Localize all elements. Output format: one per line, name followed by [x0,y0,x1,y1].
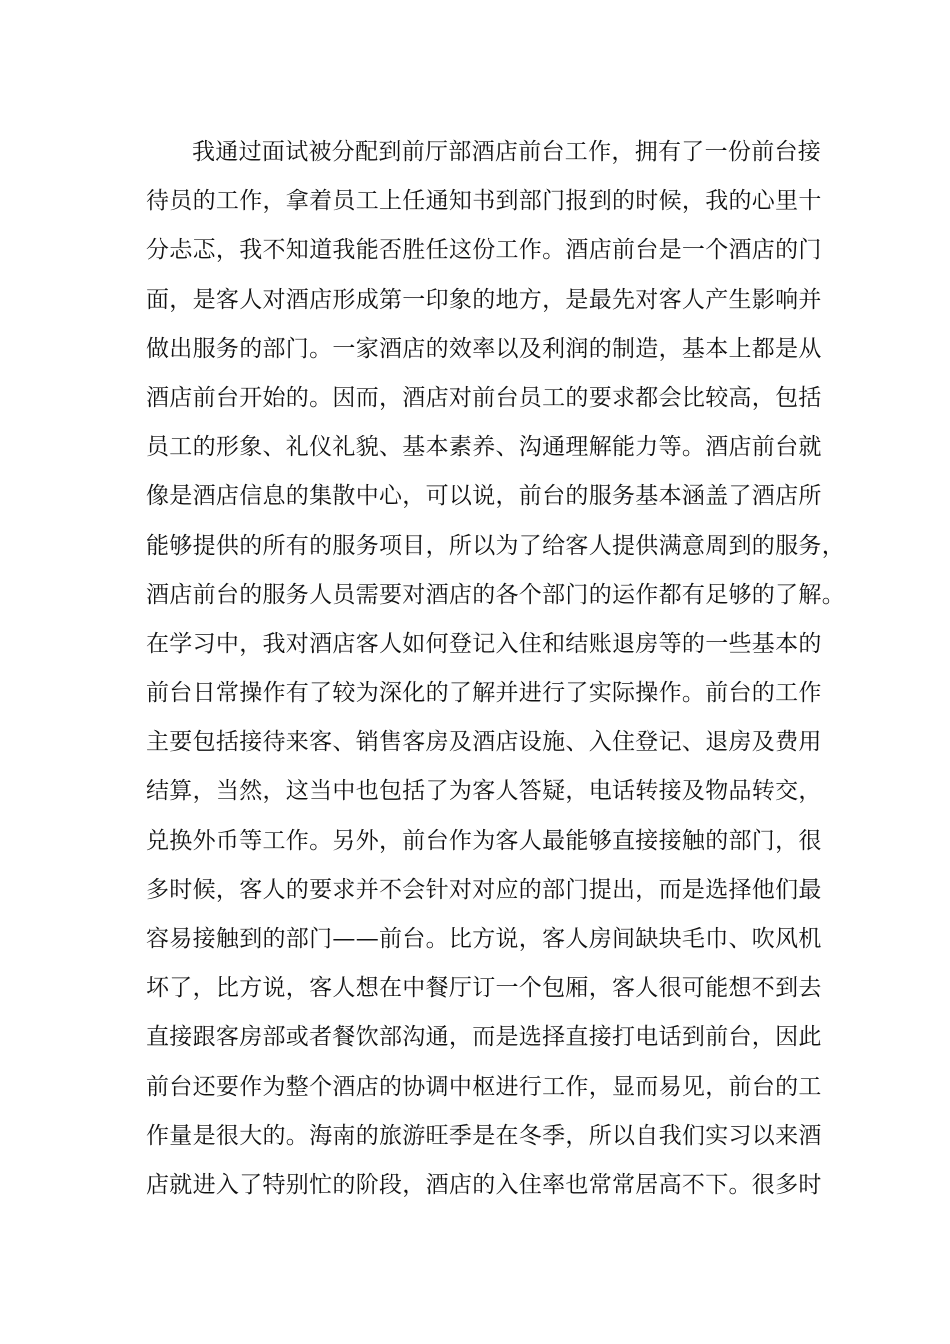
paragraph-line: 直接跟客房部或者餐饮部沟通，而是选择直接打电话到前台，因此 [146,1024,822,1051]
paragraph-line: 做出服务的部门。一家酒店的效率以及利润的制造，基本上都是从 [146,335,822,362]
paragraph-line: 坏了，比方说，客人想在中餐厅订一个包厢，客人很可能想不到去 [146,975,822,1002]
paragraph-line: 主要包括接待来客、销售客房及酒店设施、入住登记、退房及费用 [146,729,822,756]
paragraph-line: 分忐忑，我不知道我能否胜任这份工作。酒店前台是一个酒店的门 [146,237,822,264]
paragraph-line: 前台日常操作有了较为深化的了解并进行了实际操作。前台的工作 [146,680,822,707]
paragraph-line: 前台还要作为整个酒店的协调中枢进行工作，显而易见，前台的工 [146,1073,822,1100]
paragraph-line: 酒店前台开始的。因而，酒店对前台员工的要求都会比较高，包括 [146,384,822,411]
paragraph-line: 多时候，客人的要求并不会针对对应的部门提出，而是选择他们最 [146,876,822,903]
paragraph-line: 在学习中，我对酒店客人如何登记入住和结账退房等的一些基本的 [146,630,822,657]
paragraph-line: 像是酒店信息的集散中心，可以说，前台的服务基本涵盖了酒店所 [146,483,822,510]
paragraph-line: 待员的工作，拿着员工上任通知书到部门报到的时候，我的心里十 [146,188,822,215]
paragraph-line: 店就进入了特别忙的阶段，酒店的入住率也常常居高不下。很多时 [146,1171,822,1198]
body-paragraph [146,132,845,1214]
paragraph-line: 容易接触到的部门——前台。比方说，客人房间缺块毛巾、吹风机 [146,926,822,952]
paragraph-line: 我通过面试被分配到前厅部酒店前台工作，拥有了一份前台接 [192,139,822,165]
paragraph-line: 结算，当然，这当中也包括了为客人答疑，电话转接及物品转交， [146,778,822,805]
paragraph-line: 作量是很大的。海南的旅游旺季是在冬季，所以自我们实习以来酒 [146,1122,822,1149]
paragraph-line: 面，是客人对酒店形成第一印象的地方，是最先对客人产生影响并 [146,286,822,313]
paragraph-line: 员工的形象、礼仪礼貌、基本素养、沟通理解能力等。酒店前台就 [146,434,822,461]
paragraph-line: 能够提供的所有的服务项目，所以为了给客人提供满意周到的服务， [146,532,845,559]
paragraph-line: 兑换外币等工作。另外，前台作为客人最能够直接接触的部门，很 [146,827,822,854]
paragraph-line: 酒店前台的服务人员需要对酒店的各个部门的运作都有足够的了解。 [146,581,845,608]
